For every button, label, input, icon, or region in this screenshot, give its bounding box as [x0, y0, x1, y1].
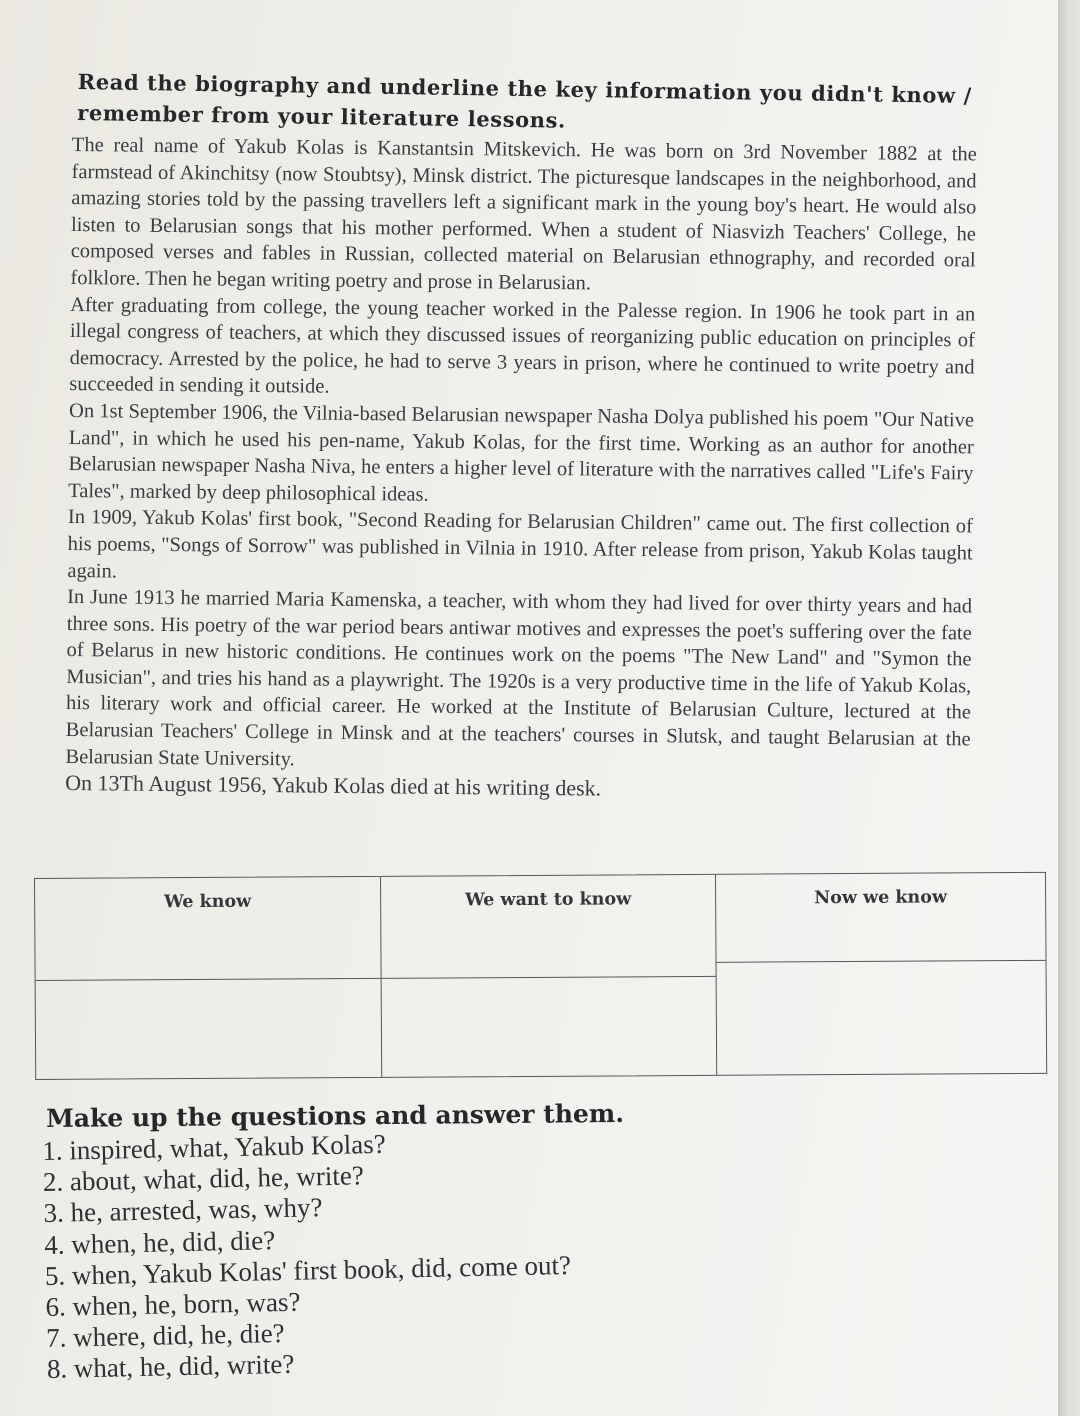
kwl-header-now-we-know: Now we know [716, 873, 1046, 963]
kwl-cell-we-want-to-know[interactable] [382, 977, 718, 1077]
bio-paragraph-2: After graduating from college, the young teacher worked in the Palesse region. In 1906 he took part in an illegal congress of teachers, at which they discussed issues of reorganizing public education on principles of democracy. Arrested by the police, he had to serve 3 years in prison, where he continued to write poetry and succeeded in sending it outside. [69, 293, 976, 399]
bio-paragraph-4: In 1909, Yakub Kolas' first book, "Second Reading for Belarusian Children" came out. The first collection of his poems, "Songs of Sorrow" was published in Vilnia in 1910. After release from prison, Yakub Kolas taught again. [67, 506, 974, 582]
question-item: 4. when, he, did, die? [43, 1224, 276, 1260]
kwl-cell-we-know[interactable] [36, 979, 383, 1079]
question-item: 7. where, did, he, die? [45, 1318, 285, 1354]
bio-paragraph-6: On 13Th August 1956, Yakub Kolas died at his writing desk. [65, 770, 602, 801]
kwl-header-we-want-to-know: We want to know [381, 875, 717, 979]
page-edge [1058, 0, 1080, 1416]
question-item: 5. when, Yakub Kolas' first book, did, come out? [44, 1249, 572, 1291]
question-item: 6. when, he, born, was? [45, 1286, 301, 1322]
questions-heading: Make up the questions and answer them. [46, 1098, 625, 1133]
kwl-cell-now-we-know[interactable] [717, 961, 1047, 1075]
bio-paragraph-3: On 1st September 1906, the Vilnia-based Belarusian newspaper Nasha Dolya published his poem "Our Native Land", in which he used his pen-name, Yakub Kolas, for the first time. Working as an author for another Belarusian newspaper Nasha Niva, he enters a higher level of literature with the narratives called "Life's Fairy Tales", marked by deep philosophical ideas. [68, 399, 975, 506]
question-item: 3. he, arrested, was, why? [43, 1192, 323, 1229]
question-item: 8. what, he, did, write? [46, 1349, 295, 1385]
question-item: 1. inspired, what, Yakub Kolas? [42, 1128, 387, 1166]
kwl-header-we-know: We know [35, 877, 382, 981]
question-item: 2. about, what, did, he, write? [42, 1160, 365, 1198]
biography-text [65, 132, 977, 806]
bio-paragraph-5: In June 1913 he married Maria Kamenska, a teacher, with whom they had lived for over thirty years and had three sons. His poetry of the war period bears antiwar motives and expresses the poet's suffering over the fate of Belarus in new historic conditions. He continues work on the poems "The New Land" and "Symon the Musician", and tries his hand as a playwright. The 1920s is a very productive time in the life of Yakub Kolas, his literary work and official career. He worked at the Institute of Belarusian Culture, lectured at the Belarusian Teachers' College in Minsk and at the teachers' courses in Slutsk, and taught Belarusian at the Belarusian State University. [65, 586, 973, 771]
bio-paragraph-1: The real name of Yakub Kolas is Kanstantsin Mitskevich. He was born on 3rd November 1882 at the farmstead of Akinchitsy (now Stoubtsy), Minsk district. The picturesque landscapes in the neighborhood, and amazing stories told by the passing travellers left a significant mark in the young boy's heart. He would also listen to Belarusian songs that his mother performed. When a student of Niasvizh Teachers' College, he composed verses and fables in Russian, collected material on Belarusian ethnography, and recorded oral folklore. Then he began writing poetry and prose in Belarusian. [70, 133, 977, 295]
instruction-heading: Read the biography and underline the key information you didn't know / remember from your literature lessons. [77, 68, 973, 133]
questions-list [42, 1125, 573, 1386]
kwl-table [34, 872, 1047, 1080]
